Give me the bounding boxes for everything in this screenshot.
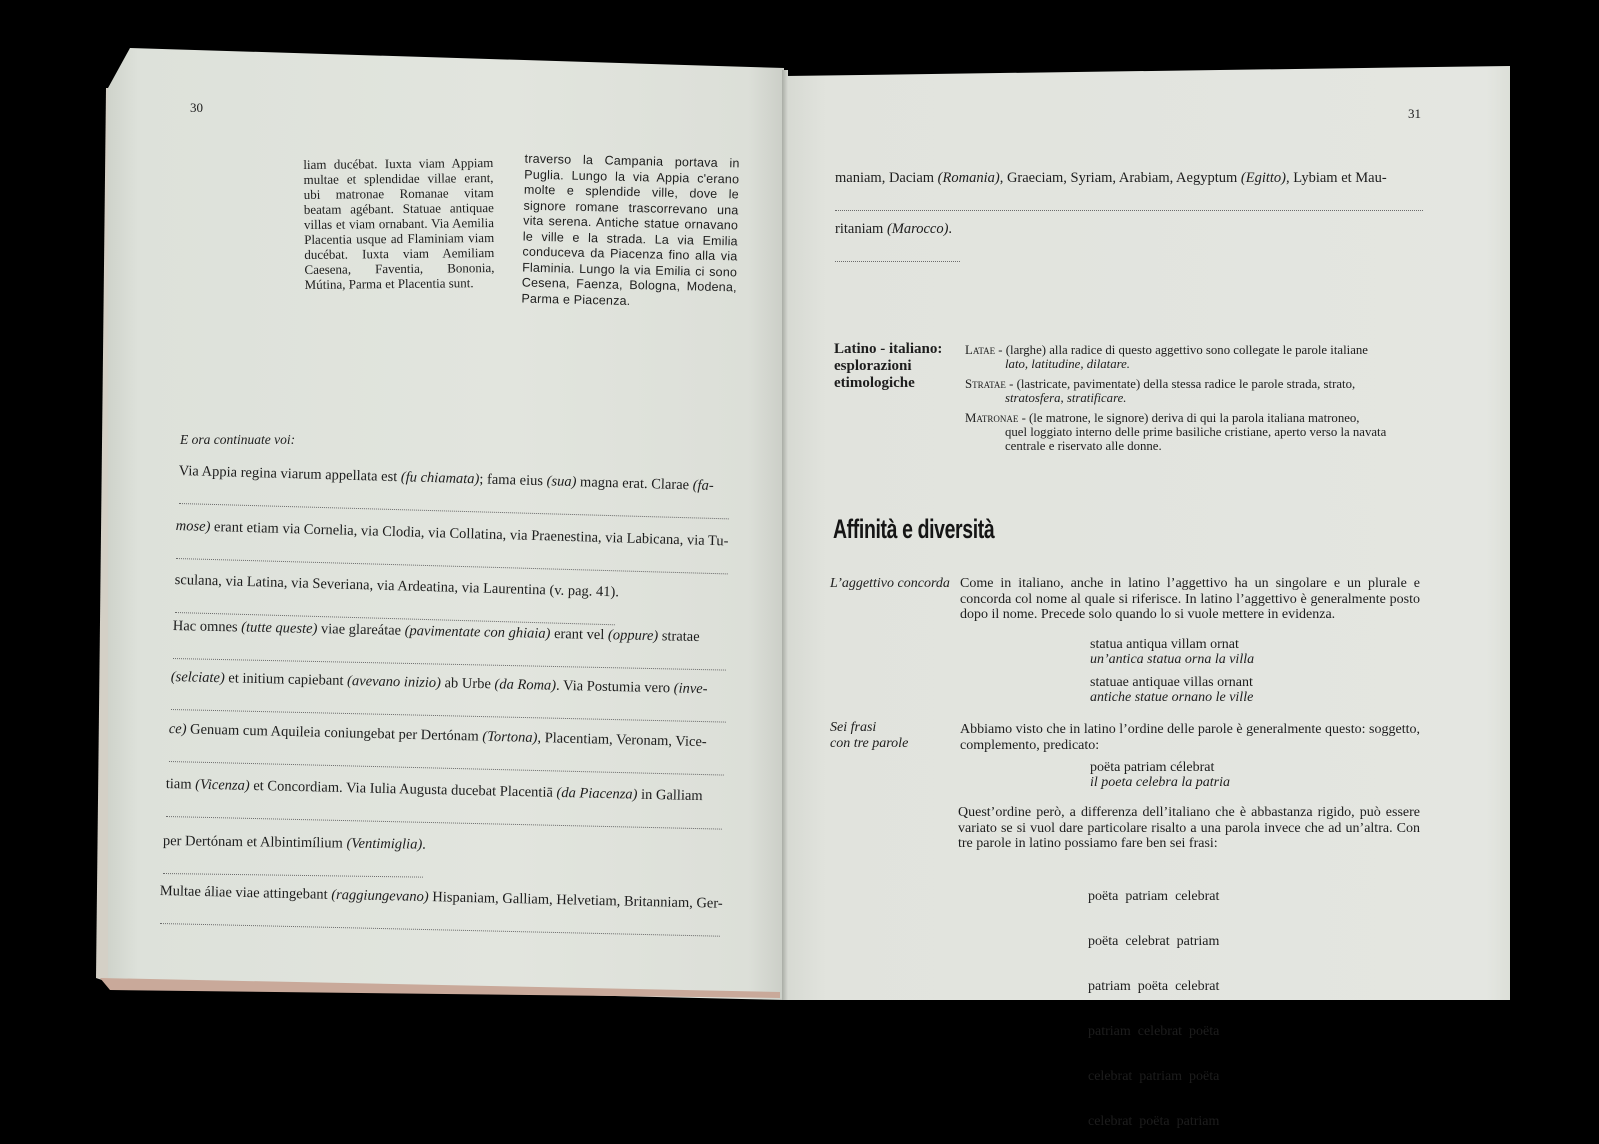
etymology-entry-latae bbox=[965, 343, 1420, 371]
adjective-paragraph: Come in italiano, anche in latino l’aggettivo ha un singolare e un plurale e concorda col nome al quale si riferisce. In latino l’aggettivo è generalmente posto dopo il nome. Precede solo quando lo si vuole mettere in evidenza. bbox=[960, 576, 1420, 622]
exercise-line: per Dertónam et Albintimílium (Ventimiglia). bbox=[162, 833, 426, 853]
exercise-line: mose) erant etiam via Cornelia, via Clodia, via Collatina, via Praenestina, via Labicana, via Tu- bbox=[175, 518, 729, 550]
page-number-left: 30 bbox=[190, 100, 203, 115]
example-latin: poëta patriam célebrat bbox=[1090, 760, 1215, 775]
permutation-item: poëta patriam celebrat bbox=[1088, 889, 1220, 904]
permutation-item: celebrat poëta patriam bbox=[1088, 1114, 1220, 1129]
permutation-list bbox=[1088, 859, 1219, 1144]
exercise-line: ce) Genuam cum Aquileia coniungebat per Dertónam (Tortona), Placentiam, Veronam, Vice- bbox=[168, 721, 707, 751]
exercise-line: ritaniam (Marocco). bbox=[835, 221, 953, 237]
etymology-definition: - (lastricate, pavimentate) della stessa radice le parole strada, strato, bbox=[1005, 377, 1356, 391]
etymology-entry-matronae bbox=[965, 411, 1420, 453]
exercise-line: Multae áliae viae attingebant (raggiungevano) Hispaniam, Galliam, Helvetiam, Britanniam, Ger- bbox=[159, 883, 723, 912]
exercise-line: sculana, via Latina, via Severiana, via Ardeatina, via Laurentina (v. pag. 41). bbox=[174, 572, 620, 601]
example-latin: statuae antiquae villas ornant bbox=[1090, 675, 1253, 690]
side-label-line: Sei frasi bbox=[830, 720, 877, 735]
exercise-instruction: E ora continuate voi: bbox=[180, 432, 296, 447]
etymology-label-line: Latino - italiano: bbox=[834, 341, 943, 357]
answer-line[interactable] bbox=[835, 261, 960, 262]
book-gutter bbox=[782, 70, 788, 1000]
word-order-example bbox=[1090, 760, 1230, 790]
permutation-item: patriam celebrat poëta bbox=[1088, 1024, 1220, 1039]
exercise-line: tiam (Vicenza) et Concordiam. Via Iulia Augusta ducebat Placentiā (da Piacenza) in Galliam bbox=[165, 776, 703, 805]
etymology-definition-cont: centrale e riservato alle donne. bbox=[1005, 439, 1162, 453]
six-phrases-side-label bbox=[830, 720, 908, 752]
etymology-word: Matronae bbox=[965, 411, 1019, 425]
example-italian: il poeta celebra la patria bbox=[1090, 775, 1230, 790]
etymology-derived-words: lato, latitudine, dilatare. bbox=[1005, 357, 1131, 371]
etymology-definition: - (le matrone, le signore) deriva di qui la parola italiana matroneo, bbox=[1018, 411, 1360, 425]
answer-line[interactable] bbox=[835, 210, 1423, 211]
etymology-label-line: esplorazioni bbox=[834, 358, 912, 374]
latin-text-column: liam ducébat. Iuxta viam Appiam multae et splendidae villae erant, ubi matronae Romanae vitam beatam agébant. Statuae antiquae villas et viam ornabant. Via Aemilia Placentia usque ad Flaminiam viam ducébat. Iuxta viam Aemiliam Caesena, Faventia, Bononia, Mútina, Parma et Placentia sunt. bbox=[303, 155, 495, 292]
italian-translation-column: traverso la Campania portava in Puglia. Lungo la via Appia c'erano molte e splendide ville, dove le signore romane trascorrevano una vita serena. Antiche statue ornavano le ville e la strada. La via Emilia conduceva da Piacenza fino alla via Flaminia. Lungo la via Emilia ci sono Cesena, Faenza, Bologna, Modena, Parma e Piacenza. bbox=[521, 151, 740, 308]
etymology-entries bbox=[965, 343, 1420, 453]
etymology-label-line: etimologiche bbox=[834, 375, 915, 391]
etymology-definition-cont: quel loggiato interno delle prime basiliche cristiane, aperto verso la navata bbox=[1005, 425, 1387, 439]
etymology-word: Latae bbox=[965, 343, 996, 357]
example-latin: statua antiqua villam ornat bbox=[1090, 637, 1239, 652]
side-label-line: con tre parole bbox=[830, 736, 909, 751]
exercise-line: (selciate) et initium capiebant (avevano inizio) ab Urbe (da Roma). Via Postumia vero (inve- bbox=[170, 669, 708, 698]
six-phrases-paragraph-1: Abbiamo visto che in latino l’ordine delle parole è generalmente questo: soggetto, complemento, predicato: bbox=[960, 722, 1420, 753]
etymology-derived-words: stratosfera, stratificare. bbox=[1005, 391, 1127, 405]
exercise-line: Via Appia regina viarum appellata est (fu chiamata); fama eius (sua) magna erat. Clarae (fa- bbox=[178, 463, 714, 494]
six-phrases-paragraph-2: Quest’ordine però, a differenza dell’italiano che è abbastanza rigido, può essere variato se si vuol dare particolare risalto a una parola invece che ad un’altra. Con tre parole in latino possiamo fare ben sei frasi: bbox=[958, 805, 1420, 851]
adjective-example-2 bbox=[1090, 675, 1253, 705]
adjective-example-1 bbox=[1090, 637, 1254, 667]
etymology-entry-stratae bbox=[965, 377, 1420, 405]
example-italian: antiche statue ornano le ville bbox=[1090, 690, 1254, 705]
exercise-line: maniam, Daciam (Romania), Graeciam, Syriam, Arabiam, Aegyptum (Egitto), Lybiam et Mau- bbox=[835, 170, 1387, 186]
etymology-definition: - (larghe) alla radice di questo aggettivo sono collegate le parole italiane bbox=[995, 343, 1368, 357]
example-italian: un’antica statua orna la villa bbox=[1090, 652, 1255, 667]
permutation-item: celebrat patriam poëta bbox=[1088, 1069, 1220, 1084]
exercise-line: Hac omnes (tutte queste) viae glareátae (pavimentate con ghiaia) erant vel (oppure) stratae bbox=[172, 618, 700, 646]
permutation-item: patriam poëta celebrat bbox=[1088, 979, 1220, 994]
etymology-side-label bbox=[834, 341, 942, 392]
adjective-side-label: L’aggettivo concorda bbox=[830, 576, 950, 591]
etymology-word: Stratae bbox=[965, 377, 1006, 391]
page-number-right: 31 bbox=[1408, 106, 1421, 121]
permutation-item: poëta celebrat patriam bbox=[1088, 934, 1220, 949]
section-title: Affinità e diversità bbox=[833, 514, 995, 544]
